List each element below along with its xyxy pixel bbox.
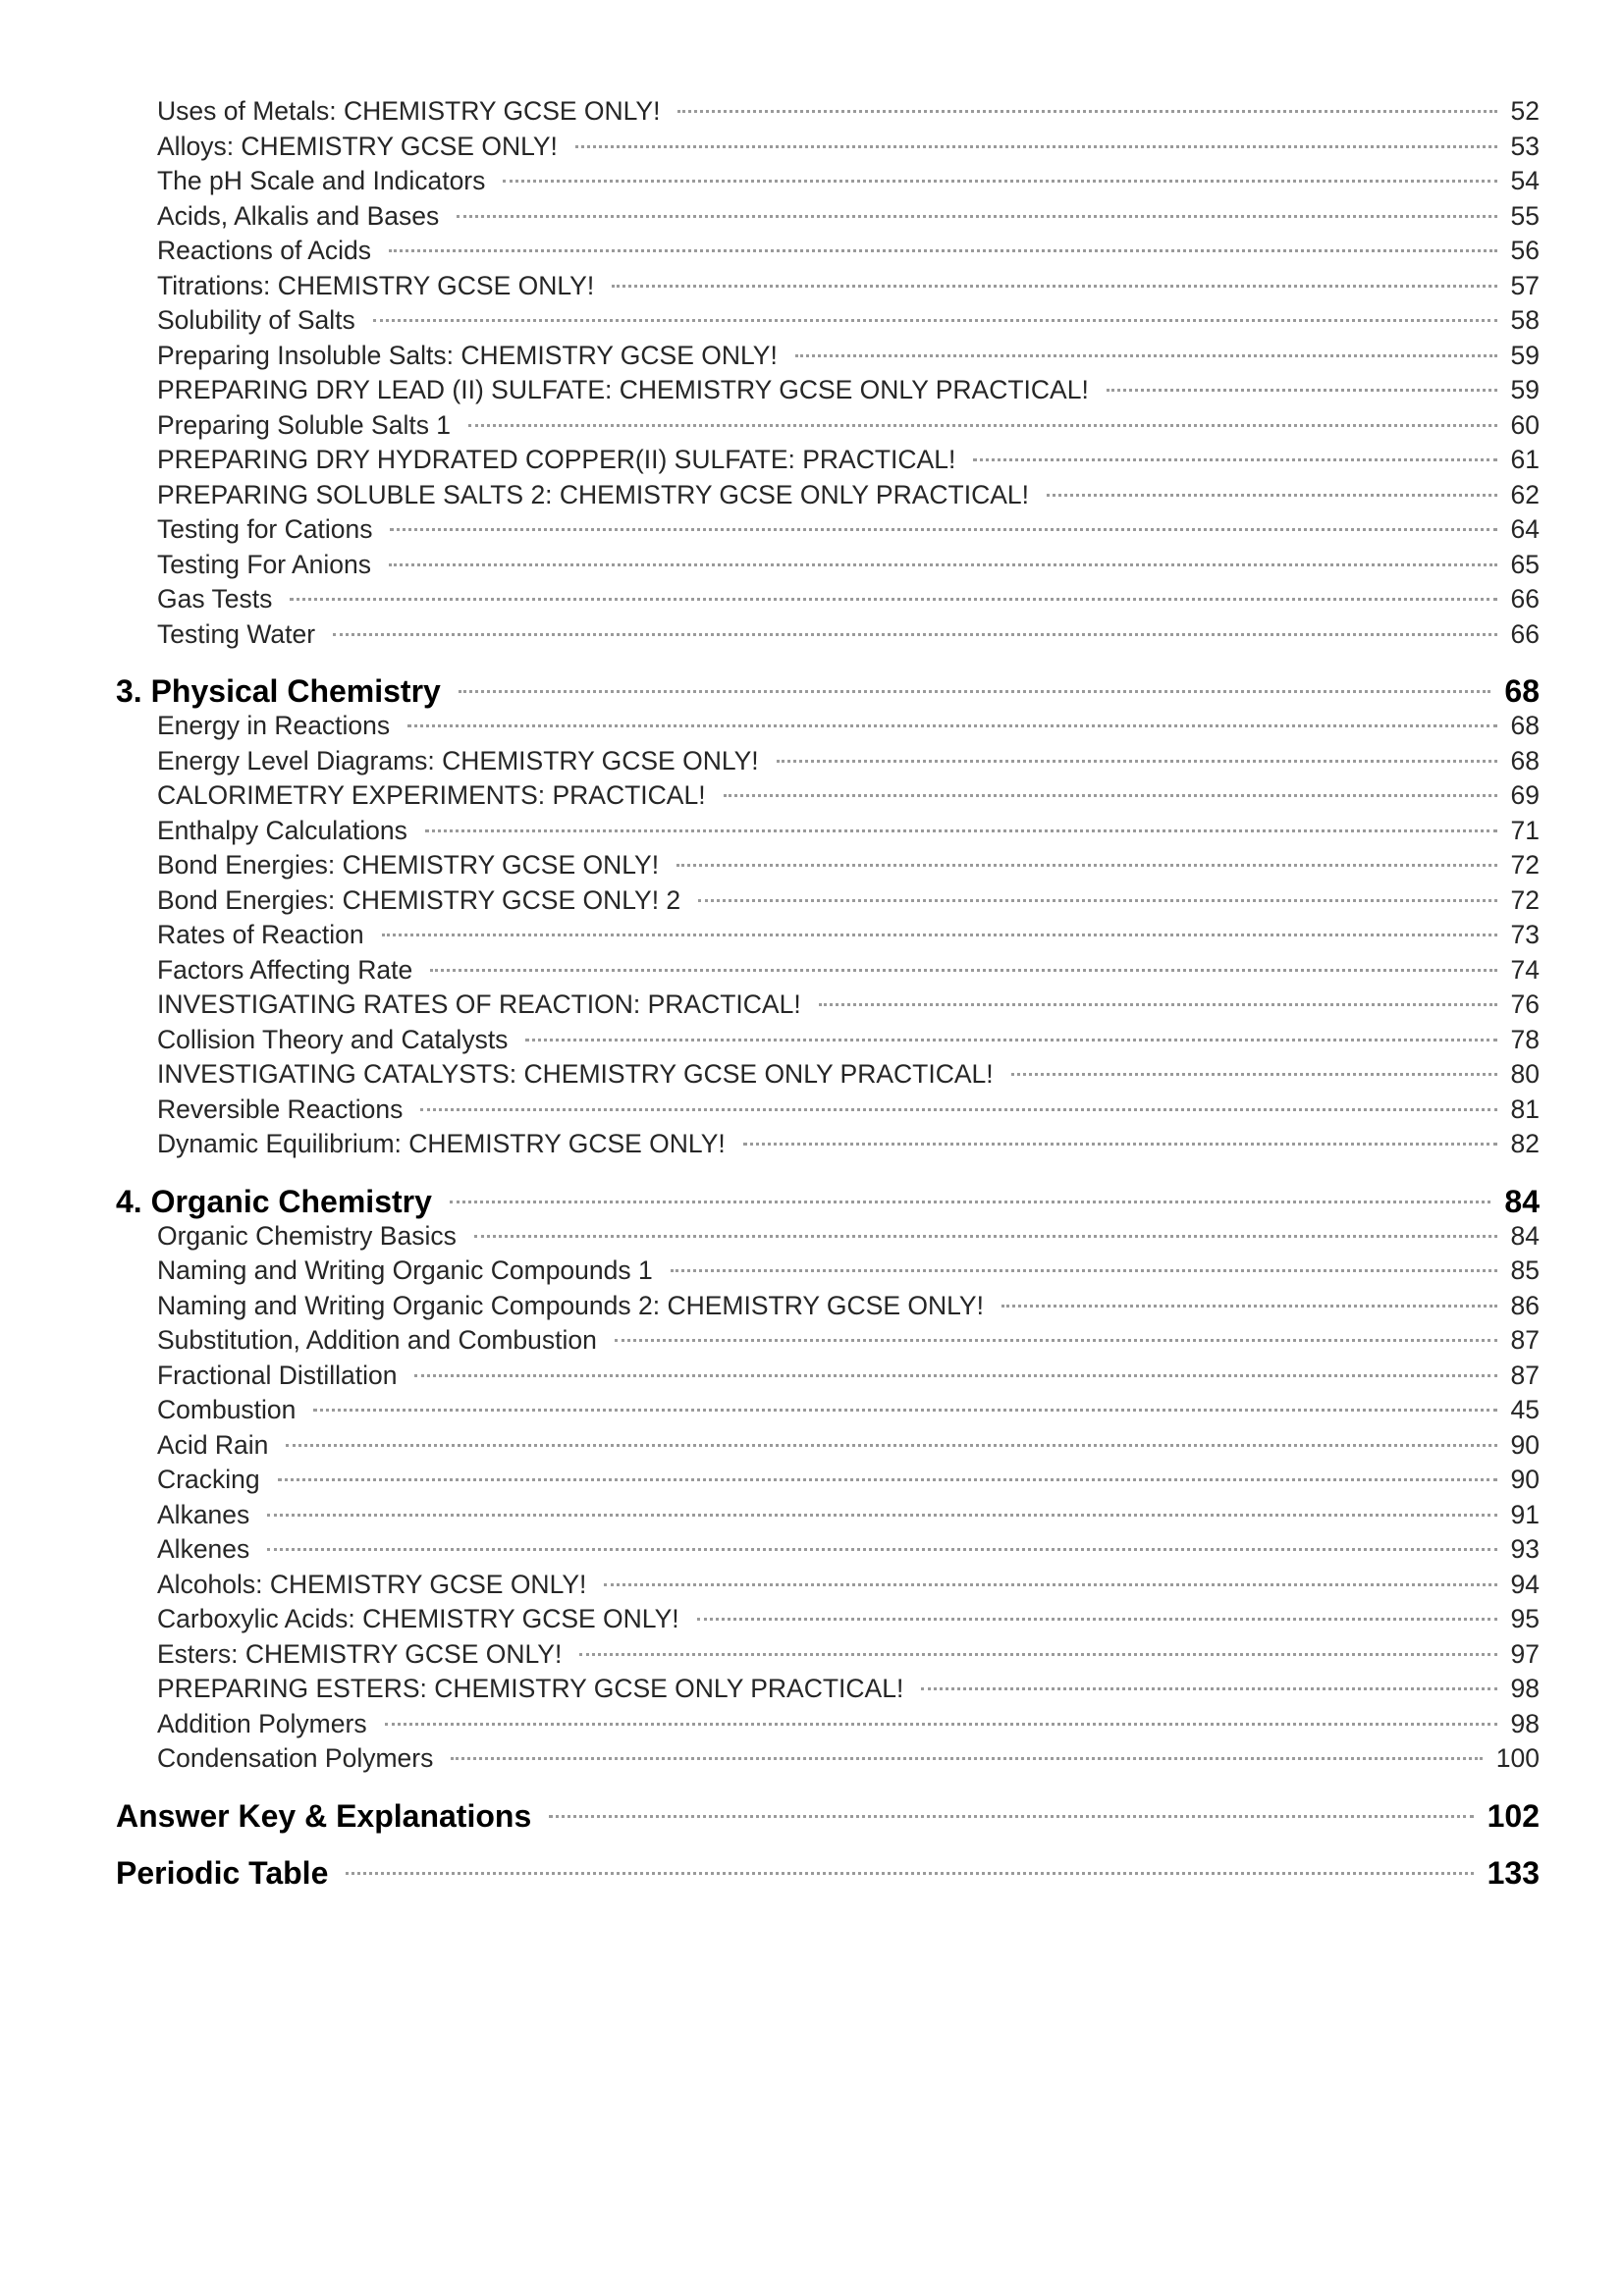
dot-leader — [525, 1039, 1496, 1041]
page-number: 78 — [1510, 1024, 1540, 1054]
toc-entry-investigating-rates-of-reaction-practical[interactable] — [116, 989, 1540, 1025]
toc-entry-alcohols-chemistry-gcse-only[interactable] — [116, 1570, 1540, 1605]
toc-entry-gas-tests[interactable] — [116, 584, 1540, 619]
page-number: 58 — [1510, 305, 1540, 335]
page-number: 54 — [1510, 166, 1540, 195]
entry-title: Bond Energies: CHEMISTRY GCSE ONLY! — [157, 850, 660, 880]
entry-title: Naming and Writing Organic Compounds 1 — [157, 1255, 653, 1285]
entry-title: Alloys: CHEMISTRY GCSE ONLY! — [157, 131, 558, 161]
page-number: 71 — [1510, 815, 1540, 845]
toc-entry-combustion[interactable] — [116, 1395, 1540, 1430]
entry-title: Addition Polymers — [157, 1708, 367, 1738]
toc-entry-reversible-reactions[interactable] — [116, 1095, 1540, 1130]
entry-title: Reversible Reactions — [157, 1094, 404, 1124]
page-number: 68 — [1510, 745, 1540, 775]
page-number: 68 — [1504, 673, 1540, 709]
entry-title: Preparing Insoluble Salts: CHEMISTRY GCSE ONLY! — [157, 340, 778, 370]
entry-title: Organic Chemistry Basics — [157, 1220, 457, 1251]
page-number: 87 — [1510, 1360, 1540, 1390]
toc-section-heading-answer-key-explanations[interactable] — [116, 1798, 1540, 1836]
dot-leader — [549, 1815, 1473, 1818]
dot-leader — [457, 215, 1496, 218]
toc-entry-substitution-addition-and-combustion[interactable] — [116, 1325, 1540, 1361]
toc-entry-solubility-of-salts[interactable] — [116, 305, 1540, 341]
toc-entry-uses-of-metals-chemistry-gcse-only[interactable] — [116, 96, 1540, 132]
dot-leader — [346, 1872, 1473, 1875]
dot-leader — [676, 864, 1496, 867]
entry-title: Esters: CHEMISTRY GCSE ONLY! — [157, 1638, 563, 1669]
entry-title: Naming and Writing Organic Compounds 2: CHEMISTRY GCSE ONLY! — [157, 1290, 984, 1320]
toc-entry-factors-affecting-rate[interactable] — [116, 955, 1540, 990]
toc-entry-collision-theory-and-catalysts[interactable] — [116, 1025, 1540, 1060]
dot-leader — [677, 110, 1496, 113]
entry-title: Titrations: CHEMISTRY GCSE ONLY! — [157, 270, 595, 300]
dot-leader — [425, 829, 1497, 832]
toc-entry-preparing-soluble-salts-1[interactable] — [116, 410, 1540, 446]
dot-leader — [743, 1143, 1497, 1146]
dot-leader — [697, 1618, 1497, 1621]
toc-entry-condensation-polymers[interactable] — [116, 1743, 1540, 1779]
page-number: 45 — [1510, 1395, 1540, 1424]
toc-entry-investigating-catalysts-chemistry-gcse-only-prac[interactable] — [116, 1059, 1540, 1095]
entry-title: Testing for Cations — [157, 514, 373, 544]
entry-title: Testing For Anions — [157, 549, 372, 579]
entry-title: Fractional Distillation — [157, 1360, 398, 1390]
dot-leader — [1011, 1073, 1497, 1076]
dot-leader — [450, 1201, 1491, 1203]
page-number: 84 — [1504, 1183, 1540, 1219]
dot-leader — [385, 1723, 1497, 1726]
page-number: 66 — [1510, 584, 1540, 614]
page-number: 59 — [1510, 340, 1540, 370]
toc-entry-acid-rain[interactable] — [116, 1430, 1540, 1466]
page-number: 94 — [1510, 1569, 1540, 1599]
page-number: 74 — [1510, 954, 1540, 985]
section-title: Answer Key & Explanations — [116, 1797, 532, 1834]
toc-entry-testing-for-cations[interactable] — [116, 514, 1540, 550]
toc-entry-naming-and-writing-organic-compounds-1[interactable] — [116, 1255, 1540, 1291]
entry-title: Alcohols: CHEMISTRY GCSE ONLY! — [157, 1569, 587, 1599]
dot-leader — [724, 794, 1497, 797]
entry-title: Solubility of Salts — [157, 305, 355, 335]
dot-leader — [474, 1235, 1497, 1238]
dot-leader — [698, 899, 1496, 902]
page-number: 57 — [1510, 270, 1540, 300]
page-number: 98 — [1510, 1674, 1540, 1703]
entry-title: Reactions of Acids — [157, 236, 372, 265]
toc-entry-rates-of-reaction[interactable] — [116, 920, 1540, 955]
toc-entry-calorimetry-experiments-practical[interactable] — [116, 780, 1540, 816]
entry-title: Cracking — [157, 1465, 260, 1494]
dot-leader — [407, 724, 1496, 727]
dot-leader — [921, 1687, 1496, 1690]
page-number: 81 — [1510, 1094, 1540, 1124]
page-number: 90 — [1510, 1465, 1540, 1494]
entry-title: Acids, Alkalis and Bases — [157, 200, 440, 231]
page-number: 86 — [1510, 1290, 1540, 1320]
toc-entry-testing-for-anions[interactable] — [116, 550, 1540, 585]
dot-leader — [1047, 494, 1497, 497]
page-number: 80 — [1510, 1059, 1540, 1089]
toc-entry-bond-energies-chemistry-gcse-only[interactable] — [116, 850, 1540, 885]
entry-title: The pH Scale and Indicators — [157, 166, 486, 195]
section-title: Periodic Table — [116, 1854, 329, 1891]
entry-title: Uses of Metals: CHEMISTRY GCSE ONLY! — [157, 96, 661, 126]
page-number: 66 — [1510, 618, 1540, 649]
entry-title: PREPARING SOLUBLE SALTS 2: CHEMISTRY GCSE ONLY PRACTICAL! — [157, 479, 1030, 509]
toc-entry-alloys-chemistry-gcse-only[interactable] — [116, 132, 1540, 167]
dot-leader — [286, 1444, 1496, 1447]
dot-leader — [278, 1478, 1497, 1481]
toc-entry-esters-chemistry-gcse-only[interactable] — [116, 1639, 1540, 1675]
toc-section-heading-3-physical-chemistry[interactable] — [116, 673, 1540, 711]
page-number: 52 — [1510, 96, 1540, 126]
page-number: 82 — [1510, 1129, 1540, 1158]
page-number: 72 — [1510, 884, 1540, 915]
entry-title: PREPARING ESTERS: CHEMISTRY GCSE ONLY PRACTICAL! — [157, 1674, 904, 1703]
entry-title: Condensation Polymers — [157, 1743, 434, 1773]
toc-entry-alkanes[interactable] — [116, 1500, 1540, 1535]
dot-leader — [267, 1514, 1496, 1517]
page-number: 65 — [1510, 549, 1540, 579]
toc-entry-list — [116, 1221, 1540, 1779]
entry-title: Enthalpy Calculations — [157, 815, 407, 845]
page-number: 95 — [1510, 1604, 1540, 1633]
page-number: 85 — [1510, 1255, 1540, 1285]
dot-leader — [420, 1108, 1496, 1111]
toc-section-heading-4-organic-chemistry[interactable] — [116, 1184, 1540, 1221]
dot-leader — [503, 180, 1496, 183]
toc-entry-preparing-esters-chemistry-gcse-only-practical[interactable] — [116, 1674, 1540, 1709]
entry-title: Substitution, Addition and Combustion — [157, 1325, 597, 1355]
dot-leader — [973, 458, 1496, 461]
entry-title: Combustion — [157, 1395, 297, 1424]
toc-entry-energy-in-reactions[interactable] — [116, 711, 1540, 746]
dot-leader — [1107, 389, 1497, 392]
toc-entry-alkenes[interactable] — [116, 1534, 1540, 1570]
toc-entry-preparing-soluble-salts-2-chemistry-gcse-only-pr[interactable] — [116, 480, 1540, 515]
toc-entry-enthalpy-calculations[interactable] — [116, 816, 1540, 851]
page-number: 69 — [1510, 780, 1540, 810]
section-title: 4. Organic Chemistry — [116, 1183, 432, 1219]
page-number: 62 — [1510, 479, 1540, 509]
entry-title: Factors Affecting Rate — [157, 954, 413, 985]
dot-leader — [430, 969, 1496, 972]
page-number: 98 — [1510, 1708, 1540, 1738]
entry-title: Alkenes — [157, 1534, 250, 1564]
page-number: 59 — [1510, 375, 1540, 404]
entry-title: Preparing Soluble Salts 1 — [157, 409, 452, 440]
dot-leader — [414, 1374, 1496, 1377]
dot-leader — [777, 760, 1497, 763]
dot-leader — [604, 1583, 1496, 1586]
page-number: 91 — [1510, 1499, 1540, 1529]
page-number: 87 — [1510, 1325, 1540, 1355]
toc-entry-carboxylic-acids-chemistry-gcse-only[interactable] — [116, 1604, 1540, 1639]
toc-entry-titrations-chemistry-gcse-only[interactable] — [116, 271, 1540, 306]
entry-title: Carboxylic Acids: CHEMISTRY GCSE ONLY! — [157, 1604, 679, 1633]
page-number: 55 — [1510, 200, 1540, 231]
page-number: 76 — [1510, 989, 1540, 1019]
table-of-contents — [116, 96, 1540, 1893]
page-number: 100 — [1495, 1743, 1540, 1773]
dot-leader — [290, 598, 1496, 601]
dot-leader — [390, 528, 1496, 531]
toc-entry-organic-chemistry-basics[interactable] — [116, 1221, 1540, 1256]
entry-title: Alkanes — [157, 1499, 250, 1529]
entry-title: Bond Energies: CHEMISTRY GCSE ONLY! 2 — [157, 884, 681, 915]
toc-entry-dynamic-equilibrium-chemistry-gcse-only[interactable] — [116, 1129, 1540, 1164]
page-number: 61 — [1510, 445, 1540, 474]
dot-leader — [382, 934, 1497, 936]
toc-entry-preparing-dry-lead-ii-sulfate-chemistry-gcse-onl[interactable] — [116, 375, 1540, 410]
dot-leader — [468, 424, 1496, 427]
page-number: 73 — [1510, 920, 1540, 949]
dot-leader — [267, 1548, 1496, 1551]
entry-title: CALORIMETRY EXPERIMENTS: PRACTICAL! — [157, 780, 706, 810]
page-number: 93 — [1510, 1534, 1540, 1564]
toc-entry-cracking[interactable] — [116, 1465, 1540, 1500]
toc-section — [116, 1855, 1540, 1893]
page-number: 90 — [1510, 1429, 1540, 1460]
dot-leader — [575, 145, 1497, 148]
dot-leader — [615, 1339, 1497, 1342]
dot-leader — [459, 690, 1491, 693]
page-number: 102 — [1487, 1797, 1540, 1834]
entry-title: Collision Theory and Catalysts — [157, 1024, 509, 1054]
dot-leader — [389, 249, 1497, 252]
toc-section — [116, 1184, 1540, 1779]
toc-section — [116, 96, 1540, 654]
entry-title: INVESTIGATING CATALYSTS: CHEMISTRY GCSE ONLY PRACTICAL! — [157, 1059, 994, 1089]
dot-leader — [612, 285, 1496, 288]
page-number: 68 — [1510, 711, 1540, 740]
toc-entry-acids-alkalis-and-bases[interactable] — [116, 201, 1540, 237]
dot-leader — [373, 319, 1497, 322]
toc-entry-list — [116, 96, 1540, 654]
entry-title: Gas Tests — [157, 584, 273, 614]
entry-title: PREPARING DRY LEAD (II) SULFATE: CHEMISTRY GCSE ONLY PRACTICAL! — [157, 375, 1089, 404]
toc-entry-testing-water[interactable] — [116, 619, 1540, 655]
dot-leader — [389, 563, 1497, 566]
page-number: 72 — [1510, 850, 1540, 880]
dot-leader — [579, 1653, 1496, 1656]
dot-leader — [451, 1757, 1482, 1760]
toc-entry-energy-level-diagrams-chemistry-gcse-only[interactable] — [116, 746, 1540, 781]
entry-title: Energy Level Diagrams: CHEMISTRY GCSE ONLY! — [157, 745, 759, 775]
entry-title: Dynamic Equilibrium: CHEMISTRY GCSE ONLY! — [157, 1129, 726, 1158]
toc-entry-the-ph-scale-and-indicators[interactable] — [116, 166, 1540, 201]
toc-section — [116, 673, 1540, 1164]
page-number: 53 — [1510, 131, 1540, 161]
toc-section-heading-periodic-table[interactable] — [116, 1855, 1540, 1893]
entry-title: Energy in Reactions — [157, 711, 391, 740]
section-title: 3. Physical Chemistry — [116, 673, 441, 709]
dot-leader — [795, 354, 1497, 357]
dot-leader — [313, 1409, 1496, 1412]
toc-entry-list — [116, 711, 1540, 1164]
page-number: 84 — [1510, 1220, 1540, 1251]
entry-title: PREPARING DRY HYDRATED COPPER(II) SULFATE: PRACTICAL! — [157, 445, 956, 474]
page-number: 60 — [1510, 409, 1540, 440]
toc-entry-naming-and-writing-organic-compounds-2-chemistry[interactable] — [116, 1291, 1540, 1326]
toc-entry-preparing-dry-hydrated-copper-ii-sulfate-practic[interactable] — [116, 445, 1540, 480]
toc-entry-reactions-of-acids[interactable] — [116, 236, 1540, 271]
page-number: 133 — [1487, 1854, 1540, 1891]
dot-leader — [671, 1269, 1497, 1272]
page-number: 56 — [1510, 236, 1540, 265]
toc-entry-bond-energies-chemistry-gcse-only-2[interactable] — [116, 885, 1540, 921]
toc-section — [116, 1798, 1540, 1836]
toc-entry-preparing-insoluble-salts-chemistry-gcse-only[interactable] — [116, 341, 1540, 376]
toc-entry-addition-polymers[interactable] — [116, 1709, 1540, 1744]
dot-leader — [333, 633, 1496, 636]
entry-title: Rates of Reaction — [157, 920, 364, 949]
dot-leader — [1001, 1305, 1497, 1308]
dot-leader — [819, 1003, 1497, 1006]
page-number: 64 — [1510, 514, 1540, 544]
entry-title: INVESTIGATING RATES OF REACTION: PRACTICAL! — [157, 989, 801, 1019]
entry-title: Testing Water — [157, 618, 316, 649]
entry-title: Acid Rain — [157, 1429, 269, 1460]
page-number: 97 — [1510, 1638, 1540, 1669]
toc-entry-fractional-distillation[interactable] — [116, 1361, 1540, 1396]
